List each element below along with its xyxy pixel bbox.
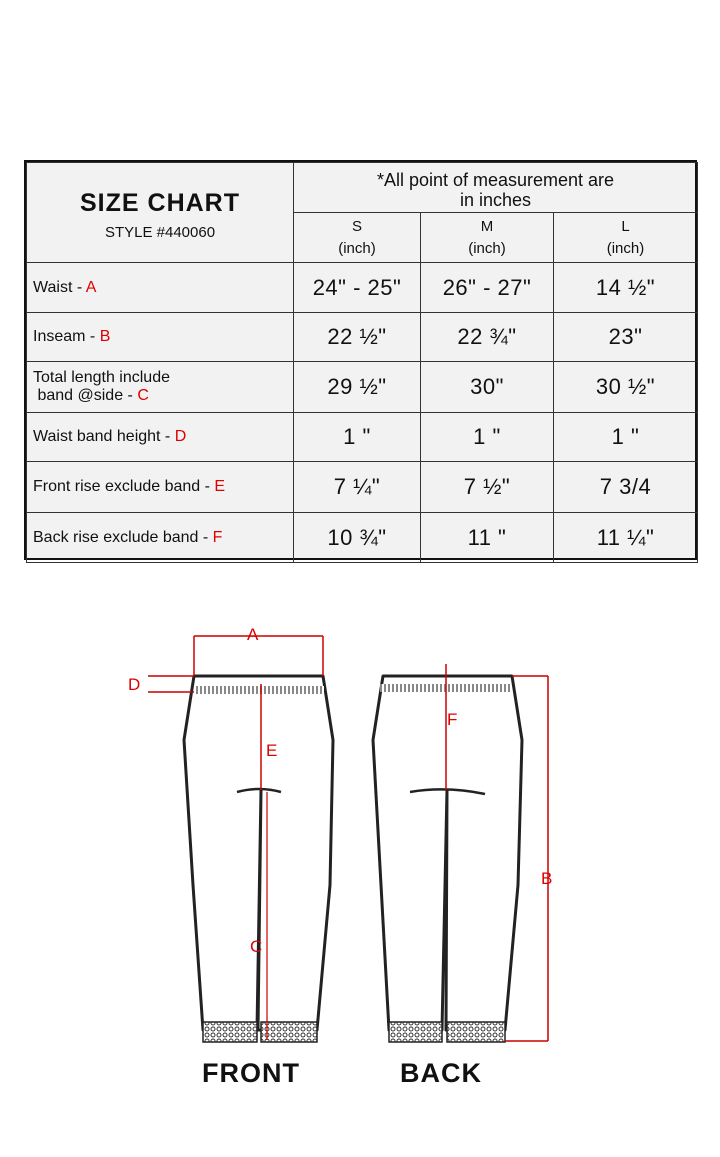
measure-d (148, 676, 194, 692)
marker-letter: D (174, 428, 187, 445)
size-unit: (inch) (606, 239, 645, 257)
style-number: STYLE #440060 (104, 223, 216, 241)
table-cell: 11 ¼" (554, 513, 698, 563)
size-name: S (351, 217, 362, 235)
back-lace-left (389, 1022, 442, 1042)
table-cell: 30" (421, 362, 554, 413)
marker-letter: A (85, 278, 97, 296)
row-label-text: Front rise exclude band - (33, 478, 215, 495)
size-chart (24, 160, 697, 560)
back-caption: BACK (400, 1058, 482, 1088)
table-cell: 7 3/4 (554, 462, 698, 513)
row-label-text: Waist - (33, 278, 86, 296)
table-cell: 23" (554, 313, 698, 362)
front-caption: FRONT (202, 1058, 300, 1088)
chart-title: SIZE CHART (80, 188, 240, 217)
row-label-inseam (27, 313, 294, 362)
note-line-2: in inches (459, 189, 532, 210)
back-lace-right (447, 1022, 505, 1042)
table-cell: 22 ½" (294, 313, 421, 362)
marker-f: F (447, 710, 458, 729)
marker-e: E (266, 741, 278, 760)
marker-letter: F (212, 528, 223, 546)
row-label-waist (27, 263, 294, 313)
table-cell: 24" - 25" (294, 263, 421, 313)
marker-d: D (128, 675, 141, 694)
size-header-l (554, 213, 698, 263)
row-label-text: Inseam - (33, 328, 100, 345)
front-waistband (194, 686, 324, 694)
row-label-text: Waist band height - (33, 428, 175, 445)
table-row (27, 413, 698, 462)
table-row (27, 462, 698, 513)
front-leggings (184, 676, 333, 1042)
note-line-1: *All point of measurement are (376, 169, 615, 190)
table-row (27, 313, 698, 362)
table-cell: 1 " (421, 413, 554, 462)
size-header-s (294, 213, 421, 263)
table-cell: 1 " (294, 413, 421, 462)
size-chart-table (26, 162, 698, 563)
marker-letter: B (99, 328, 111, 345)
table-cell: 30 ½" (554, 362, 698, 413)
front-lace-left (203, 1022, 257, 1042)
table-cell: 26" - 27" (421, 263, 554, 313)
row-label-text: band @side - (37, 387, 138, 404)
size-name: M (480, 217, 494, 235)
size-name: L (621, 217, 630, 235)
table-cell: 22 ¾" (421, 313, 554, 362)
table-cell: 7 ½" (421, 462, 554, 513)
row-label-waist-band (27, 413, 294, 462)
marker-b: B (541, 869, 553, 888)
marker-c: C (250, 937, 263, 956)
table-cell: 7 ¼" (294, 462, 421, 513)
front-lace-right (261, 1022, 317, 1042)
size-header-m (421, 213, 554, 263)
row-label-text: Back rise exclude band - (33, 528, 213, 546)
size-unit: (inch) (468, 239, 506, 257)
row-label-text: Total length include (33, 369, 170, 386)
table-row (27, 513, 698, 563)
marker-letter: E (214, 478, 226, 495)
chart-title-cell (27, 163, 294, 263)
table-row (27, 362, 698, 413)
measurement-note (294, 163, 698, 213)
size-unit: (inch) (338, 239, 376, 257)
table-cell: 14 ½" (554, 263, 698, 313)
marker-a: A (247, 625, 259, 644)
row-label-front-rise (27, 462, 294, 513)
table-row (27, 263, 698, 313)
table-cell: 11 " (421, 513, 554, 563)
row-label-total-length (27, 362, 294, 413)
table-cell: 1 " (554, 413, 698, 462)
marker-letter: C (137, 387, 149, 404)
table-cell: 10 ¾" (294, 513, 421, 563)
leggings-illustration (0, 600, 720, 1152)
measure-a (194, 636, 323, 676)
leggings-diagram (0, 600, 720, 1152)
table-cell: 29 ½" (294, 362, 421, 413)
row-label-back-rise (27, 513, 294, 563)
